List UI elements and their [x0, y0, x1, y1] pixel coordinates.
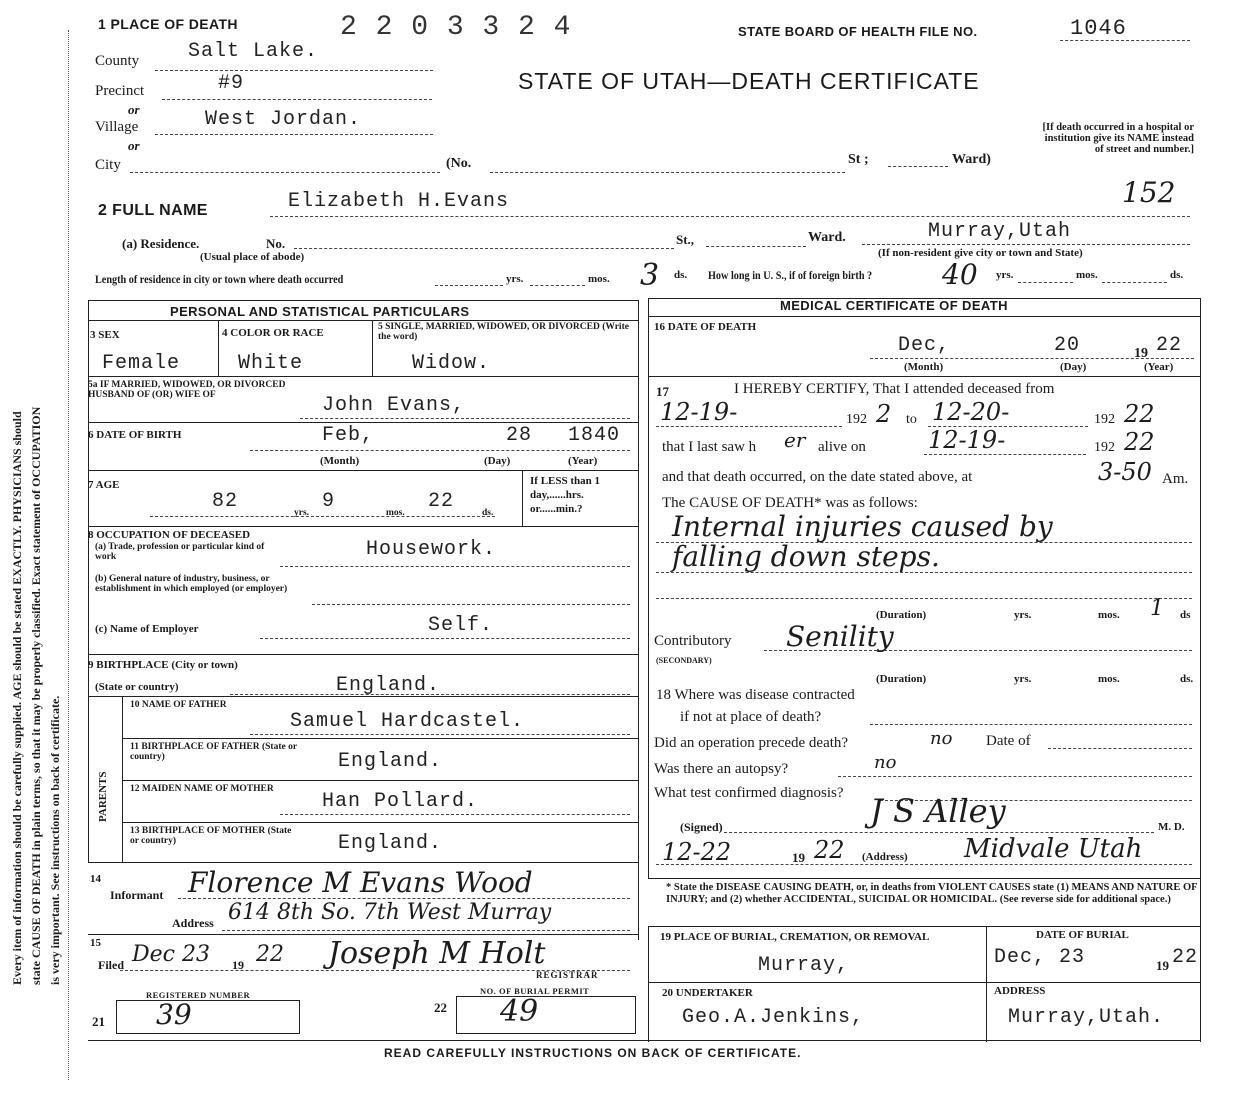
- death-year: 22: [1156, 334, 1183, 357]
- spouse-label: 5a IF MARRIED, WIDOWED, OR DIVORCED HUSBAND OF (OR) WIFE OF: [88, 380, 286, 400]
- occupation-value: Housework.: [366, 538, 497, 561]
- death-time-label: and that death occurred, on the date stated above, at: [662, 469, 973, 485]
- age-mos-caption: mos.: [386, 508, 405, 518]
- signed-year-prefix: 19: [792, 850, 805, 865]
- birthplace-label: 9 BIRTHPLACE (City or town): [88, 659, 238, 671]
- reg-number-prefix: 21: [92, 1014, 105, 1029]
- city-st-label: St ;: [848, 152, 869, 167]
- duration-mos-2: mos.: [1098, 673, 1120, 685]
- pronoun: er: [784, 428, 806, 452]
- dob-day-caption: (Day): [484, 455, 511, 467]
- informant-address: 614 8th So. 7th West Murray: [228, 900, 552, 925]
- residence-st-label: St.,: [676, 232, 695, 247]
- nonresident-note: (If non-resident give city or town and State): [878, 247, 1083, 259]
- precinct-value: #9: [218, 72, 245, 95]
- duration-days: 1: [1150, 596, 1164, 621]
- parents-label: PARENTS: [97, 771, 109, 822]
- length-ds: ds.: [674, 269, 688, 281]
- usual-abode-note: (Usual place of abode): [200, 251, 305, 263]
- mother-birthplace-value: England.: [338, 832, 443, 855]
- attended-from-year: 2: [876, 400, 892, 428]
- attended-from-year-prefix: 192: [846, 412, 867, 427]
- residence-ward-label: Ward.: [808, 230, 846, 245]
- marital-label: 5 SINGLE, MARRIED, WIDOWED, OR DIVORCED (Write the word): [378, 322, 629, 342]
- dob-year-caption: (Year): [568, 455, 598, 467]
- how-long-us-label: How long in U. S., if of foreign birth ?: [708, 268, 873, 282]
- residence-city: Murray,Utah: [928, 220, 1072, 243]
- informant-address-label: Address: [172, 916, 214, 930]
- informant-signature: Florence M Evans Wood: [188, 866, 533, 899]
- residence-label: (a) Residence.: [122, 236, 200, 251]
- dob-month-caption: (Month): [320, 455, 360, 467]
- sex-label: 3 SEX: [90, 329, 120, 341]
- death-year-prefix: 19: [1134, 346, 1148, 361]
- dob-month: Feb,: [322, 424, 375, 447]
- us-ds: ds.: [1170, 269, 1184, 281]
- burial-date-label: DATE OF BURIAL: [1036, 929, 1129, 941]
- duration-label-1: (Duration): [876, 609, 927, 621]
- death-date-label: 16 DATE OF DEATH: [654, 321, 757, 333]
- death-time: 3-50: [1098, 458, 1152, 486]
- employer-label: (c) Name of Employer: [95, 623, 199, 635]
- duration-ds-2: ds.: [1180, 673, 1194, 685]
- signed-year: 22: [814, 836, 845, 864]
- cause-label: The CAUSE OF DEATH* was as follows:: [662, 495, 918, 511]
- operation-label: Did an operation precede death?: [654, 735, 849, 751]
- city-no-label: (No.: [446, 156, 472, 171]
- length-days: 3: [640, 258, 660, 293]
- last-saw-date: 12-19-: [928, 426, 1006, 454]
- county-value: Salt Lake.: [188, 40, 319, 63]
- city-ward-label: Ward): [952, 152, 991, 167]
- color-label: 4 COLOR OR RACE: [222, 327, 324, 339]
- burial-year-prefix: 19: [1156, 958, 1169, 973]
- burial-place: Murray,: [758, 954, 850, 977]
- undertaker-address-label: ADDRESS: [994, 985, 1046, 997]
- physician-address: Midvale Utah: [964, 834, 1143, 864]
- employer-value: Self.: [428, 614, 494, 637]
- mother-birthplace-label: 13 BIRTHPLACE OF MOTHER (State or country): [130, 826, 292, 846]
- mother-value: Han Pollard.: [322, 790, 479, 813]
- death-month: Dec,: [898, 334, 951, 357]
- test-label: What test confirmed diagnosis?: [654, 785, 844, 801]
- duration-ds-1: ds: [1180, 609, 1191, 621]
- father-value: Samuel Hardcastel.: [290, 710, 525, 733]
- full-name-label: 2 FULL NAME: [98, 202, 208, 219]
- place-of-death-label: 1 PLACE OF DEATH: [98, 16, 238, 32]
- or-label-2: or: [128, 138, 140, 153]
- md-label: M. D.: [1158, 821, 1185, 833]
- certify-number: 17: [656, 384, 669, 399]
- cause-line-1: Internal injuries caused by: [672, 510, 1053, 543]
- full-name-value: Elizabeth H.Evans: [288, 190, 510, 213]
- marital-value: Widow.: [412, 352, 491, 375]
- informant-number: 14: [90, 873, 101, 885]
- margin-instructions-1: Every item of information should be carefully supplied. AGE should be stated EXACTLY. PHYSICIANS should: [10, 411, 24, 985]
- sex-value: Female: [102, 352, 181, 375]
- cause-footnote: * State the DISEASE CAUSING DEATH, or, in deaths from VIOLENT CAUSES state (1) MEANS AND NATURE OF INJURY; and (2) whether ACCIDENTAL, SUICIDAL OR HOMICIDAL. (See reverse side for additional space.): [666, 882, 1198, 905]
- autopsy-value: no: [874, 752, 897, 773]
- undertaker-label: 20 UNDERTAKER: [662, 987, 753, 999]
- duration-label-2: (Duration): [876, 673, 927, 685]
- certificate-title: STATE OF UTAH—DEATH CERTIFICATE: [518, 68, 980, 94]
- age-years: 82: [212, 490, 239, 513]
- birthplace-state-label: (State or country): [95, 681, 179, 693]
- less-than-label: If LESS than 1 day,......hrs. or......min.?: [530, 475, 601, 515]
- hospital-note: [If death occurred in a hospital or institution give its NAME instead of street and number.]: [1042, 122, 1194, 155]
- county-label: County: [95, 53, 140, 69]
- precinct-label: Precinct: [95, 83, 145, 99]
- burial-date: Dec, 23: [994, 946, 1086, 969]
- attended-to-year: 22: [1124, 400, 1155, 428]
- father-label: 10 NAME OF FATHER: [130, 700, 227, 710]
- duration-yrs-1: yrs.: [1014, 609, 1032, 621]
- to-label: to: [906, 412, 917, 427]
- age-ds-caption: ds.: [482, 508, 494, 518]
- filed-year: 22: [256, 942, 284, 967]
- signed-label: (Signed): [680, 820, 723, 834]
- date-of-label: Date of: [986, 733, 1031, 749]
- death-year-caption: (Year): [1144, 361, 1174, 373]
- age-days: 22: [428, 490, 455, 513]
- operation-value: no: [930, 728, 953, 749]
- last-saw-year-prefix: 192: [1094, 440, 1115, 455]
- father-birthplace-label: 11 BIRTHPLACE OF FATHER (State or country): [130, 742, 297, 762]
- us-mos: mos.: [1076, 269, 1098, 281]
- residence-no-label: No.: [266, 236, 286, 251]
- file-number-label: STATE BOARD OF HEALTH FILE NO.: [738, 24, 978, 39]
- occupation-a-label: (a) Trade, profession or particular kind of work: [95, 542, 265, 562]
- registrar-label: REGISTRAR: [536, 970, 599, 980]
- city-label: City: [95, 157, 121, 173]
- undertaker-value: Geo.A.Jenkins,: [682, 1006, 865, 1029]
- age-yrs-caption: yrs.: [294, 508, 310, 518]
- margin-instructions-3: is very important. See instructions on back of certificate.: [48, 695, 62, 985]
- cause-line-2: falling down steps.: [672, 540, 940, 573]
- undertaker-address: Murray,Utah.: [1008, 1006, 1165, 1029]
- or-label-1: or: [128, 102, 140, 117]
- length-residence-label: Length of residence in city or town where death occurred: [95, 272, 344, 286]
- color-value: White: [238, 352, 304, 375]
- birthplace-value: England.: [336, 674, 441, 697]
- address-label-physician: (Address): [862, 851, 908, 863]
- duration-mos-1: mos.: [1098, 609, 1120, 621]
- am-label: Am.: [1162, 471, 1189, 487]
- burial-place-label: 19 PLACE OF BURIAL, CREMATION, OR REMOVAL: [660, 931, 930, 943]
- contributory-value: Senility: [786, 620, 894, 653]
- file-number: 1046: [1070, 16, 1127, 41]
- physician-signature: J S Alley: [870, 792, 1006, 830]
- death-day: 20: [1054, 334, 1081, 357]
- autopsy-label: Was there an autopsy?: [654, 761, 789, 777]
- burial-permit: 49: [500, 994, 539, 1029]
- attended-from: 12-19-: [660, 398, 738, 426]
- dob-label: 6 DATE OF BIRTH: [88, 429, 182, 441]
- certify-text: I HEREBY CERTIFY, That I attended deceased from: [734, 381, 1055, 397]
- village-label: Village: [95, 119, 139, 135]
- burial-permit-label: NO. OF BURIAL PERMIT: [480, 986, 590, 996]
- reg-number: 39: [156, 998, 192, 1031]
- secondary-label: (SECONDARY): [656, 656, 712, 665]
- village-value: West Jordan.: [205, 108, 362, 131]
- filed-label: Filed: [98, 958, 124, 972]
- death-day-caption: (Day): [1060, 361, 1087, 373]
- attended-to-year-prefix: 192: [1094, 412, 1115, 427]
- registrar-signature: Joseph M Holt: [328, 936, 546, 971]
- father-birthplace-value: England.: [338, 750, 443, 773]
- length-mos: mos.: [588, 273, 610, 285]
- burial-year: 22: [1172, 946, 1199, 969]
- informant-label: Informant: [110, 888, 164, 902]
- contributory-label: Contributory: [654, 633, 732, 649]
- attended-to: 12-20-: [932, 398, 1010, 426]
- reg-number-label: REGISTERED NUMBER: [146, 990, 251, 1000]
- age-months: 9: [322, 490, 336, 513]
- occupation-b-label: (b) General nature of industry, business, or establishment in which employed (or employer): [95, 574, 288, 594]
- duration-yrs-2: yrs.: [1014, 673, 1032, 685]
- us-years: 40: [942, 258, 978, 291]
- personal-section-title: PERSONAL AND STATISTICAL PARTICULARS: [170, 304, 470, 319]
- last-saw-label: that I last saw h: [662, 439, 757, 455]
- length-yrs: yrs.: [506, 273, 524, 285]
- stamp-number: 2 2 0 3 3 2 4: [340, 12, 572, 43]
- mother-label: 12 MAIDEN NAME OF MOTHER: [130, 784, 274, 794]
- margin-instructions-2: state CAUSE OF DEATH in plain terms, so that it may be properly classified. Exact statement of OCCUPATION: [29, 406, 43, 985]
- last-saw-year: 22: [1124, 428, 1155, 456]
- filed-number: 15: [90, 937, 101, 949]
- dob-year: 1840: [568, 424, 621, 447]
- contracted-label: 18 Where was disease contracted: [656, 687, 855, 703]
- back-instructions: READ CAREFULLY INSTRUCTIONS ON BACK OF CERTIFICATE.: [384, 1046, 802, 1060]
- contracted-label-2: if not at place of death?: [680, 709, 822, 725]
- medical-section-title: MEDICAL CERTIFICATE OF DEATH: [780, 298, 1008, 313]
- death-month-caption: (Month): [904, 361, 944, 373]
- filed-date: Dec 23: [132, 942, 210, 967]
- filed-year-prefix: 19: [232, 958, 244, 972]
- occupation-label: 8 OCCUPATION OF DECEASED: [88, 529, 251, 541]
- alive-on-label: alive on: [818, 439, 866, 455]
- spouse-value: John Evans,: [322, 394, 466, 417]
- us-yrs: yrs.: [996, 269, 1014, 281]
- age-label: 7 AGE: [88, 479, 120, 491]
- margin-number: 152: [1122, 176, 1176, 209]
- signed-date: 12-22: [662, 838, 732, 866]
- burial-permit-prefix: 22: [434, 1000, 447, 1015]
- dob-day: 28: [506, 424, 533, 447]
